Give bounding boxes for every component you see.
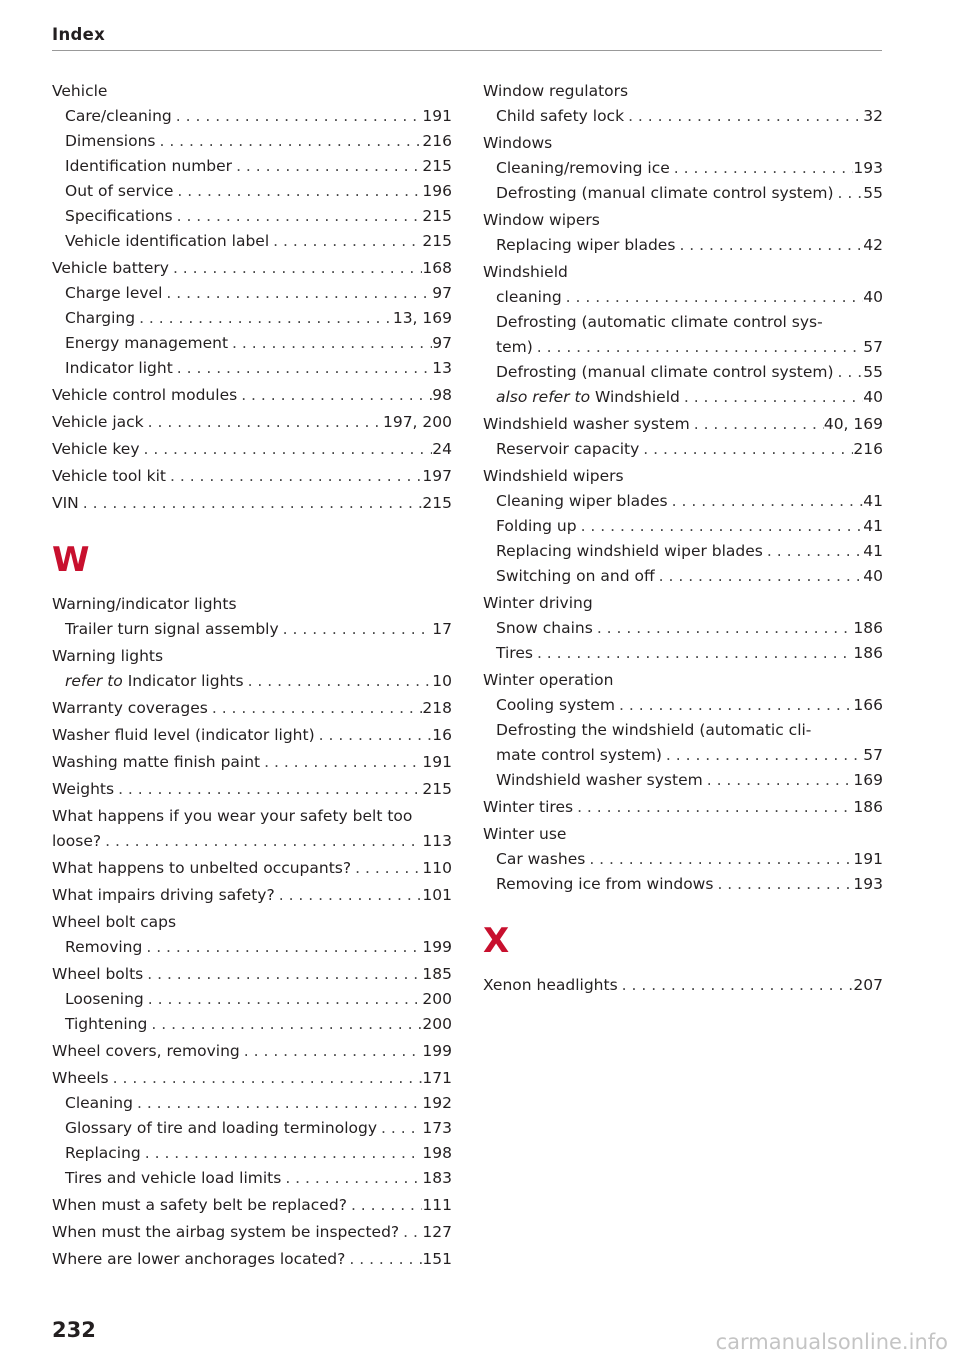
page-reference: 101 xyxy=(422,886,452,904)
entry-label: Car washes xyxy=(496,850,586,868)
page-reference: 200 xyxy=(422,990,452,1008)
entry-label: Tires xyxy=(496,644,533,662)
entry-label: Vehicle control modules xyxy=(52,386,238,404)
entry-label: Vehicle xyxy=(52,82,108,100)
page-reference: 110 xyxy=(422,859,452,877)
dot-leader xyxy=(577,514,864,539)
index-entry xyxy=(52,750,452,775)
index-subentry xyxy=(483,156,883,181)
page-reference: 171 xyxy=(422,1069,452,1087)
cross-reference-prefix: also refer to xyxy=(496,388,591,406)
index-subentry xyxy=(52,306,452,331)
page-reference: 197, 200 xyxy=(382,413,452,431)
dot-leader xyxy=(142,935,422,960)
page-reference: 169 xyxy=(853,771,883,789)
index-subentry xyxy=(52,229,452,254)
dot-leader xyxy=(173,356,432,381)
entry-label: Vehicle battery xyxy=(52,259,169,277)
index-subentry xyxy=(483,285,883,310)
index-subentry xyxy=(52,987,452,1012)
index-entry xyxy=(483,795,883,820)
index-entry xyxy=(52,592,452,617)
page-reference: 57 xyxy=(863,746,883,764)
entry-label: Snow chains xyxy=(496,619,593,637)
entry-label: Care/cleaning xyxy=(65,107,172,125)
page-reference: 216 xyxy=(853,440,883,458)
index-subentry xyxy=(52,1166,452,1191)
page-reference: 193 xyxy=(853,875,883,893)
header-divider xyxy=(52,50,882,51)
entry-label: Washer fluid level (indicator light) xyxy=(52,726,315,744)
dot-leader xyxy=(763,539,863,564)
watermark: carmanualsonline.info xyxy=(715,1330,948,1354)
page-reference: 215 xyxy=(422,157,452,175)
index-subentry xyxy=(52,179,452,204)
index-subentry xyxy=(52,331,452,356)
page-reference: 186 xyxy=(853,644,883,662)
entry-label: Charging xyxy=(65,309,136,327)
dot-leader xyxy=(173,204,423,229)
entry-label: Child safety lock xyxy=(496,107,625,125)
dot-leader xyxy=(240,1039,423,1064)
index-entry xyxy=(483,79,883,104)
entry-label: Vehicle jack xyxy=(52,413,144,431)
page-reference: 186 xyxy=(853,619,883,637)
index-entry xyxy=(483,464,883,489)
entry-label: What impairs driving safety? xyxy=(52,886,275,904)
entry-label: Charge level xyxy=(65,284,163,302)
entry-label: loose? xyxy=(52,832,102,850)
page-reference: 127 xyxy=(422,1223,452,1241)
entry-label: Warning/indicator lights xyxy=(52,595,237,613)
page-reference: 185 xyxy=(422,965,452,983)
page-reference: 41 xyxy=(863,492,883,510)
index-subentry xyxy=(483,360,883,385)
index-subentry xyxy=(52,1116,452,1141)
entry-label: When must a safety belt be replaced? xyxy=(52,1196,347,1214)
page-reference: 97 xyxy=(432,284,452,302)
entry-label: Warranty coverages xyxy=(52,699,208,717)
page-reference: 32 xyxy=(863,107,883,125)
entry-label: Replacing xyxy=(65,1144,141,1162)
index-entry xyxy=(52,883,452,908)
index-subentry xyxy=(483,310,883,335)
index-entry xyxy=(52,804,452,829)
dot-leader xyxy=(533,335,864,360)
entry-label: Loosening xyxy=(65,990,144,1008)
index-subentry xyxy=(483,104,883,129)
index-subentry xyxy=(52,617,452,642)
section-letter: X xyxy=(483,921,510,961)
dot-leader xyxy=(675,233,863,258)
entry-label xyxy=(65,669,244,694)
entry-label: Windows xyxy=(483,134,553,152)
index-entry xyxy=(483,822,883,847)
page-reference: 40 xyxy=(863,288,883,306)
page-reference: 191 xyxy=(422,107,452,125)
page-reference: 199 xyxy=(422,1042,452,1060)
dot-leader xyxy=(662,743,863,768)
dot-leader xyxy=(173,179,422,204)
index-subentry xyxy=(483,641,883,666)
page-reference: 191 xyxy=(853,850,883,868)
entry-label: Winter operation xyxy=(483,671,614,689)
index-entry xyxy=(52,437,452,462)
dot-leader xyxy=(232,154,422,179)
page-reference: 40 xyxy=(863,388,883,406)
dot-leader xyxy=(377,1116,422,1141)
index-entry xyxy=(52,464,452,489)
index-entry xyxy=(483,668,883,693)
page-reference: 111 xyxy=(422,1196,452,1214)
dot-leader xyxy=(133,1091,422,1116)
index-entry xyxy=(483,131,883,156)
index-subentry xyxy=(483,693,883,718)
dot-leader xyxy=(147,1012,422,1037)
entry-label: Tires and vehicle load limits xyxy=(65,1169,282,1187)
page-reference: 215 xyxy=(422,207,452,225)
entry-label: Windshield xyxy=(483,263,568,281)
dot-leader xyxy=(269,229,422,254)
index-entry xyxy=(52,777,452,802)
index-column-right xyxy=(483,77,883,998)
dot-leader xyxy=(135,306,393,331)
entry-label: Windshield washer system xyxy=(496,771,703,789)
cross-reference-target: Indicator lights xyxy=(127,672,244,690)
page-reference: 215 xyxy=(422,232,452,250)
dot-leader xyxy=(713,872,853,897)
dot-leader xyxy=(275,883,423,908)
entry-label: Windshield washer system xyxy=(483,415,690,433)
dot-leader xyxy=(690,412,824,437)
entry-label xyxy=(496,385,680,410)
index-entry xyxy=(52,256,452,281)
index-subentry xyxy=(483,514,883,539)
entry-label: Switching on and off xyxy=(496,567,655,585)
entry-label: Window wipers xyxy=(483,211,600,229)
dot-leader xyxy=(169,256,422,281)
dot-leader xyxy=(315,723,433,748)
dot-leader xyxy=(655,564,864,589)
dot-leader xyxy=(618,973,854,998)
page-reference: 151 xyxy=(422,1250,452,1268)
index-entry xyxy=(52,410,452,435)
page-reference: 192 xyxy=(422,1094,452,1112)
index-subentry xyxy=(483,743,883,768)
entry-label: Cleaning wiper blades xyxy=(496,492,668,510)
entry-label: Removing xyxy=(65,938,143,956)
index-entry xyxy=(483,208,883,233)
dot-leader xyxy=(228,331,432,356)
dot-leader xyxy=(399,1220,422,1245)
index-subentry xyxy=(483,718,883,743)
index-subentry xyxy=(52,1091,452,1116)
page-reference: 196 xyxy=(422,182,452,200)
dot-leader xyxy=(615,693,853,718)
dot-leader xyxy=(573,795,853,820)
entry-label: Out of service xyxy=(65,182,174,200)
entry-label: Winter use xyxy=(483,825,567,843)
index-subentry xyxy=(483,847,883,872)
entry-label: Energy management xyxy=(65,334,229,352)
page-reference: 10 xyxy=(432,672,452,690)
index-entry xyxy=(52,962,452,987)
dot-leader xyxy=(79,491,423,516)
index-subentry xyxy=(483,539,883,564)
dot-leader xyxy=(162,281,432,306)
dot-leader xyxy=(680,385,863,410)
entry-label: Folding up xyxy=(496,517,577,535)
page-reference: 57 xyxy=(863,338,883,356)
entry-label: Indicator light xyxy=(65,359,173,377)
dot-leader xyxy=(208,696,423,721)
index-subentry xyxy=(52,129,452,154)
index-subentry xyxy=(483,616,883,641)
page-reference: 13, 169 xyxy=(392,309,452,327)
dot-leader xyxy=(101,829,422,854)
index-entry xyxy=(52,1247,452,1272)
entry-label: Wheel bolts xyxy=(52,965,144,983)
entry-label: Trailer turn signal assembly xyxy=(65,620,279,638)
dot-leader xyxy=(347,1193,422,1218)
index-subentry xyxy=(483,768,883,793)
entry-label: Replacing wiper blades xyxy=(496,236,676,254)
page-reference: 98 xyxy=(432,386,452,404)
dot-leader xyxy=(143,962,422,987)
page-reference: 218 xyxy=(422,699,452,717)
index-entry xyxy=(52,1039,452,1064)
entry-label: Xenon headlights xyxy=(483,976,618,994)
dot-leader xyxy=(109,1066,423,1091)
entry-label: Removing ice from windows xyxy=(496,875,714,893)
dot-leader xyxy=(345,1247,422,1272)
page-reference: 55 xyxy=(863,184,883,202)
dot-leader xyxy=(237,383,432,408)
page-reference: 186 xyxy=(853,798,883,816)
page-reference: 216 xyxy=(422,132,452,150)
page-reference: 41 xyxy=(863,542,883,560)
index-subentry xyxy=(52,104,452,129)
dot-leader xyxy=(260,750,422,775)
page-reference: 24 xyxy=(432,440,452,458)
dot-leader xyxy=(244,669,433,694)
page-reference: 17 xyxy=(432,620,452,638)
index-subentry xyxy=(483,489,883,514)
page-reference: 168 xyxy=(422,259,452,277)
entry-label: Vehicle tool kit xyxy=(52,467,166,485)
index-subentry xyxy=(52,281,452,306)
entry-label: Tightening xyxy=(65,1015,148,1033)
index-entry xyxy=(483,591,883,616)
dot-leader xyxy=(668,489,864,514)
entry-label: Wheels xyxy=(52,1069,109,1087)
dot-leader xyxy=(624,104,863,129)
cross-reference-prefix: refer to xyxy=(65,672,123,690)
entry-label: Vehicle key xyxy=(52,440,140,458)
index-entry xyxy=(52,1220,452,1245)
page-reference: 55 xyxy=(863,363,883,381)
page-reference: 16 xyxy=(432,726,452,744)
entry-label: Glossary of tire and loading terminology xyxy=(65,1119,378,1137)
entry-label: Cleaning xyxy=(65,1094,133,1112)
dot-leader xyxy=(144,410,383,435)
index-entry xyxy=(483,260,883,285)
entry-label: Warning lights xyxy=(52,647,164,665)
dot-leader xyxy=(562,285,864,310)
entry-label: Cleaning/removing ice xyxy=(496,159,670,177)
index-entry xyxy=(52,910,452,935)
entry-label: Washing matte finish paint xyxy=(52,753,261,771)
entry-label: What happens to unbelted occupants? xyxy=(52,859,352,877)
entry-label: Weights xyxy=(52,780,115,798)
entry-label: Vehicle identification label xyxy=(65,232,270,250)
index-entry xyxy=(52,644,452,669)
page-reference: 215 xyxy=(422,494,452,512)
page-reference: 197 xyxy=(422,467,452,485)
index-entry xyxy=(483,412,883,437)
index-entry xyxy=(52,723,452,748)
index-entry xyxy=(483,973,883,998)
dot-leader xyxy=(279,617,433,642)
dot-leader xyxy=(593,616,854,641)
dot-leader xyxy=(166,464,422,489)
entry-label: Identification number xyxy=(65,157,233,175)
dot-leader xyxy=(141,1141,423,1166)
entry-label: mate control system) xyxy=(496,746,662,764)
page-reference: 215 xyxy=(422,780,452,798)
page-reference: 13 xyxy=(432,359,452,377)
dot-leader xyxy=(114,777,422,802)
entry-label: Dimensions xyxy=(65,132,156,150)
page-reference: 207 xyxy=(853,976,883,994)
index-subentry xyxy=(483,437,883,462)
entry-label: Wheel bolt caps xyxy=(52,913,177,931)
index-entry xyxy=(52,383,452,408)
entry-label: Defrosting the windshield (automatic cli- xyxy=(496,721,812,739)
dot-leader xyxy=(585,847,853,872)
index-entry xyxy=(52,79,452,104)
index-entry xyxy=(52,829,452,854)
dot-leader xyxy=(144,987,423,1012)
dot-leader xyxy=(703,768,854,793)
index-header-title: Index xyxy=(52,25,106,44)
index-subentry xyxy=(483,564,883,589)
dot-leader xyxy=(639,437,853,462)
index-subentry xyxy=(52,935,452,960)
entry-label: When must the airbag system be inspected? xyxy=(52,1223,400,1241)
page-reference: 183 xyxy=(422,1169,452,1187)
entry-label: cleaning xyxy=(496,288,562,306)
page-reference: 113 xyxy=(422,832,452,850)
index-subentry xyxy=(52,1141,452,1166)
index-subentry xyxy=(483,181,883,206)
dot-leader xyxy=(533,641,853,666)
dot-leader xyxy=(834,360,864,385)
entry-label: Defrosting (automatic climate control sys- xyxy=(496,313,823,331)
dot-leader xyxy=(834,181,864,206)
entry-label: Where are lower anchorages located? xyxy=(52,1250,346,1268)
index-subentry xyxy=(483,233,883,258)
page-reference: 198 xyxy=(422,1144,452,1162)
entry-label: Winter driving xyxy=(483,594,593,612)
entry-label: Wheel covers, removing xyxy=(52,1042,240,1060)
page-reference: 166 xyxy=(853,696,883,714)
index-subentry xyxy=(52,1012,452,1037)
page-reference: 199 xyxy=(422,938,452,956)
dot-leader xyxy=(670,156,854,181)
page-reference: 40 xyxy=(863,567,883,585)
page-number: 232 xyxy=(52,1318,96,1342)
dot-leader xyxy=(281,1166,422,1191)
entry-label: What happens if you wear your safety belt too xyxy=(52,807,413,825)
index-subentry xyxy=(52,204,452,229)
section-letter: W xyxy=(52,540,90,580)
entry-label: Replacing windshield wiper blades xyxy=(496,542,763,560)
dot-leader xyxy=(140,437,433,462)
entry-label: Winter tires xyxy=(483,798,574,816)
entry-label: Defrosting (manual climate control system) xyxy=(496,184,834,202)
index-entry xyxy=(52,491,452,516)
dot-leader xyxy=(155,129,422,154)
index-subentry xyxy=(483,335,883,360)
index-subentry xyxy=(52,669,452,694)
page-reference: 97 xyxy=(432,334,452,352)
index-column-left xyxy=(52,77,452,1272)
index-entry xyxy=(52,696,452,721)
page-reference: 42 xyxy=(863,236,883,254)
entry-label: VIN xyxy=(52,494,79,512)
page-reference: 200 xyxy=(422,1015,452,1033)
index-subentry xyxy=(52,154,452,179)
page-reference: 40, 169 xyxy=(823,415,883,433)
entry-label: Cooling system xyxy=(496,696,616,714)
entry-label: Reservoir capacity xyxy=(496,440,640,458)
page-reference: 193 xyxy=(853,159,883,177)
index-subentry xyxy=(483,385,883,410)
page-reference: 191 xyxy=(422,753,452,771)
index-entry xyxy=(52,1066,452,1091)
entry-label: Window regulators xyxy=(483,82,629,100)
index-subentry xyxy=(483,872,883,897)
entry-label: Specifications xyxy=(65,207,173,225)
index-entry xyxy=(52,856,452,881)
entry-label: tem) xyxy=(496,338,533,356)
cross-reference-target: Windshield xyxy=(595,388,680,406)
entry-label: Windshield wipers xyxy=(483,467,624,485)
index-entry xyxy=(52,1193,452,1218)
dot-leader xyxy=(172,104,423,129)
entry-label: Defrosting (manual climate control system) xyxy=(496,363,834,381)
index-subentry xyxy=(52,356,452,381)
page-reference: 173 xyxy=(422,1119,452,1137)
page-reference: 41 xyxy=(863,517,883,535)
dot-leader xyxy=(351,856,422,881)
